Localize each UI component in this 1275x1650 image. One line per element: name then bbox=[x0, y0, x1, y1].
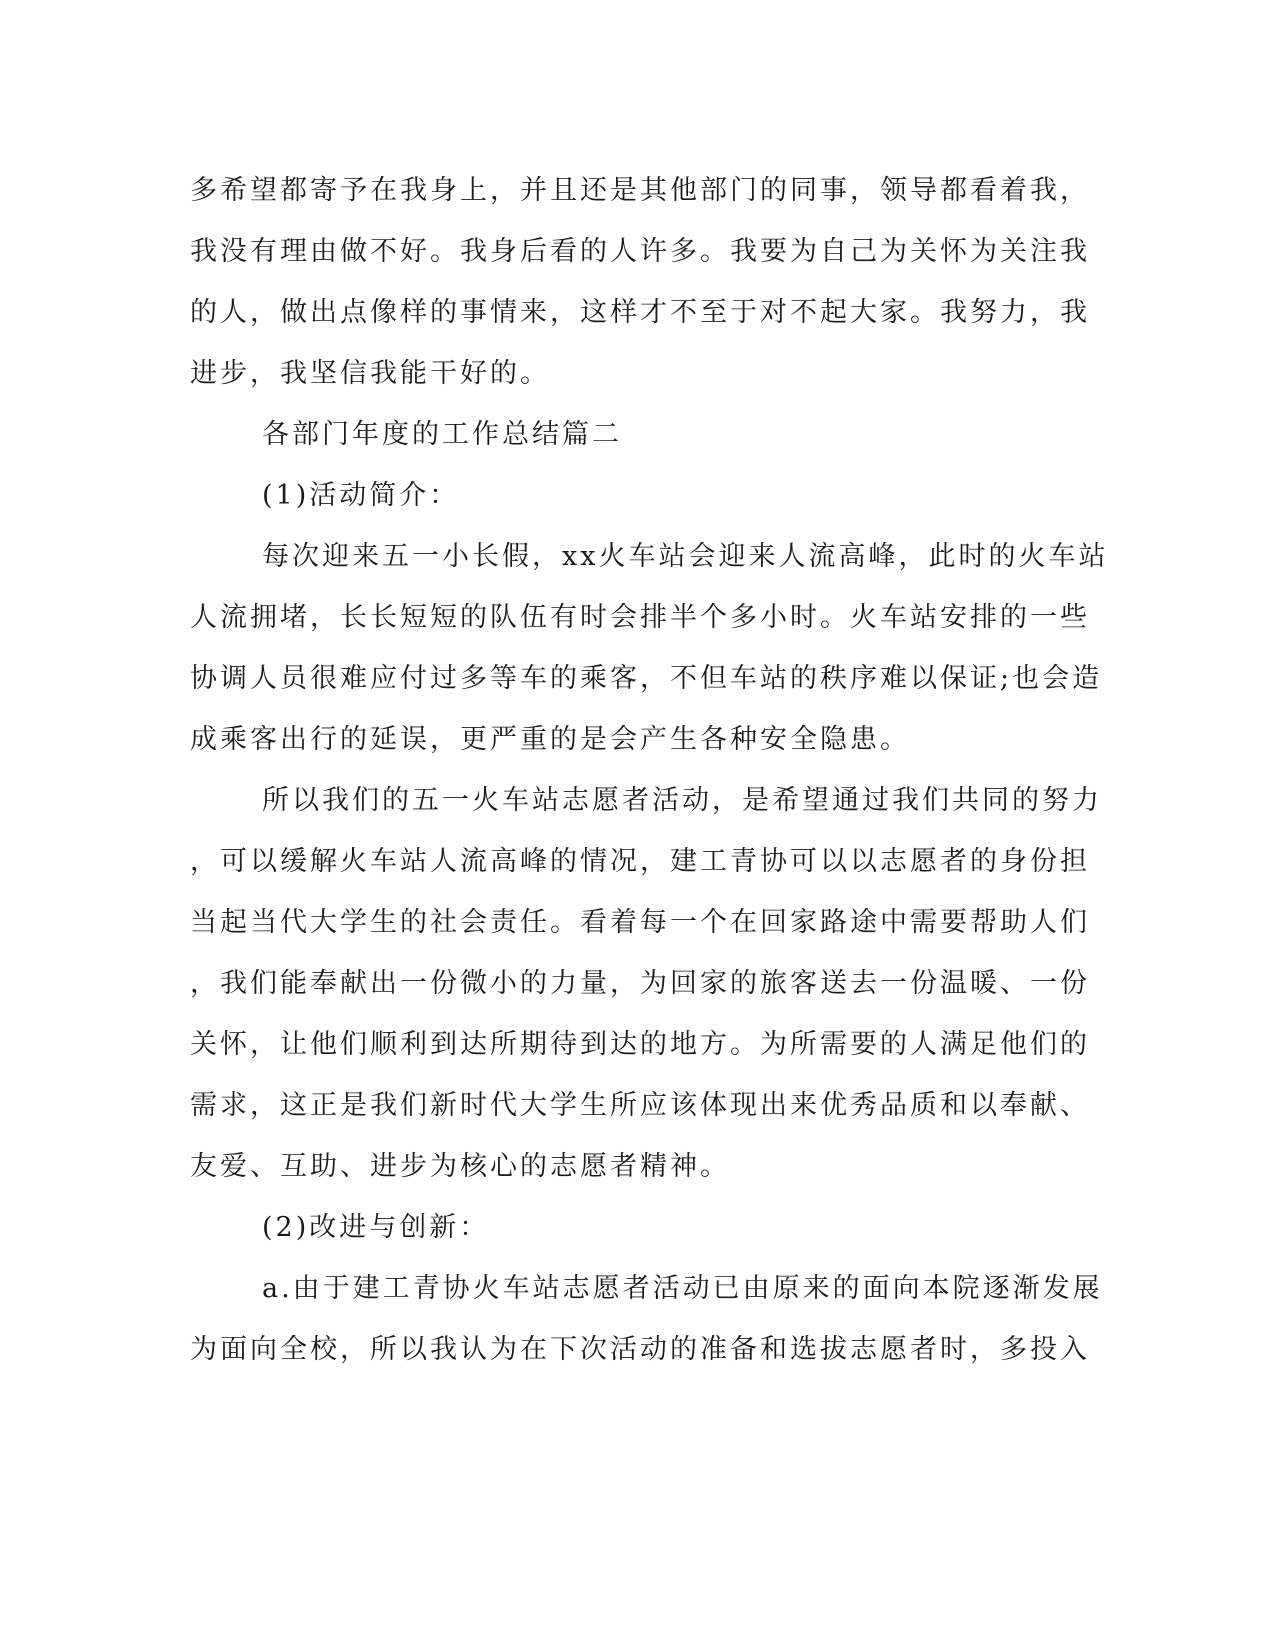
text-line: (2)改进与创新： bbox=[262, 1212, 490, 1243]
document-body bbox=[190, 160, 1109, 1380]
text-line: 各部门年度的工作总结篇二 bbox=[262, 419, 622, 450]
text-line: 的人，做出点像样的事情来，这样才不至于对不起大家。我努力，我 bbox=[190, 297, 1090, 328]
text-line: ，我们能奉献出一份微小的力量，为回家的旅客送去一份温暖、一份 bbox=[190, 968, 1090, 999]
text-line: ，可以缓解火车站人流高峰的情况，建工青协可以以志愿者的身份担 bbox=[190, 846, 1090, 877]
text-line: 当起当代大学生的社会责任。看着每一个在回家路途中需要帮助人们 bbox=[190, 907, 1090, 938]
text-line: 协调人员很难应付过多等车的乘客，不但车站的秩序难以保证;也会造 bbox=[190, 663, 1103, 694]
text-line: 所以我们的五一火车站志愿者活动，是希望通过我们共同的努力 bbox=[262, 785, 1102, 816]
text-line: 为面向全校，所以我认为在下次活动的准备和选拔志愿者时，多投入 bbox=[190, 1334, 1090, 1365]
text-line: 我没有理由做不好。我身后看的人许多。我要为自己为关怀为关注我 bbox=[190, 236, 1090, 267]
text-line: 需求，这正是我们新时代大学生所应该体现出来优秀品质和以奉献、 bbox=[190, 1090, 1090, 1121]
text-line: 关怀，让他们顺利到达所期待到达的地方。为所需要的人满足他们的 bbox=[190, 1029, 1090, 1060]
text-line: 进步，我坚信我能干好的。 bbox=[190, 358, 550, 389]
text-line: (1)活动简介： bbox=[262, 480, 460, 511]
text-line: 多希望都寄予在我身上，并且还是其他部门的同事，领导都看着我， bbox=[190, 175, 1090, 206]
text-line: a.由于建工青协火车站志愿者活动已由原来的面向本院逐渐发展 bbox=[262, 1273, 1103, 1304]
text-line: 每次迎来五一小长假，xx火车站会迎来人流高峰，此时的火车站 bbox=[262, 541, 1109, 572]
text-line: 友爱、互助、进步为核心的志愿者精神。 bbox=[190, 1151, 730, 1182]
text-line: 人流拥堵，长长短短的队伍有时会排半个多小时。火车站安排的一些 bbox=[190, 602, 1090, 633]
text-line: 成乘客出行的延误，更严重的是会产生各种安全隐患。 bbox=[190, 724, 910, 755]
